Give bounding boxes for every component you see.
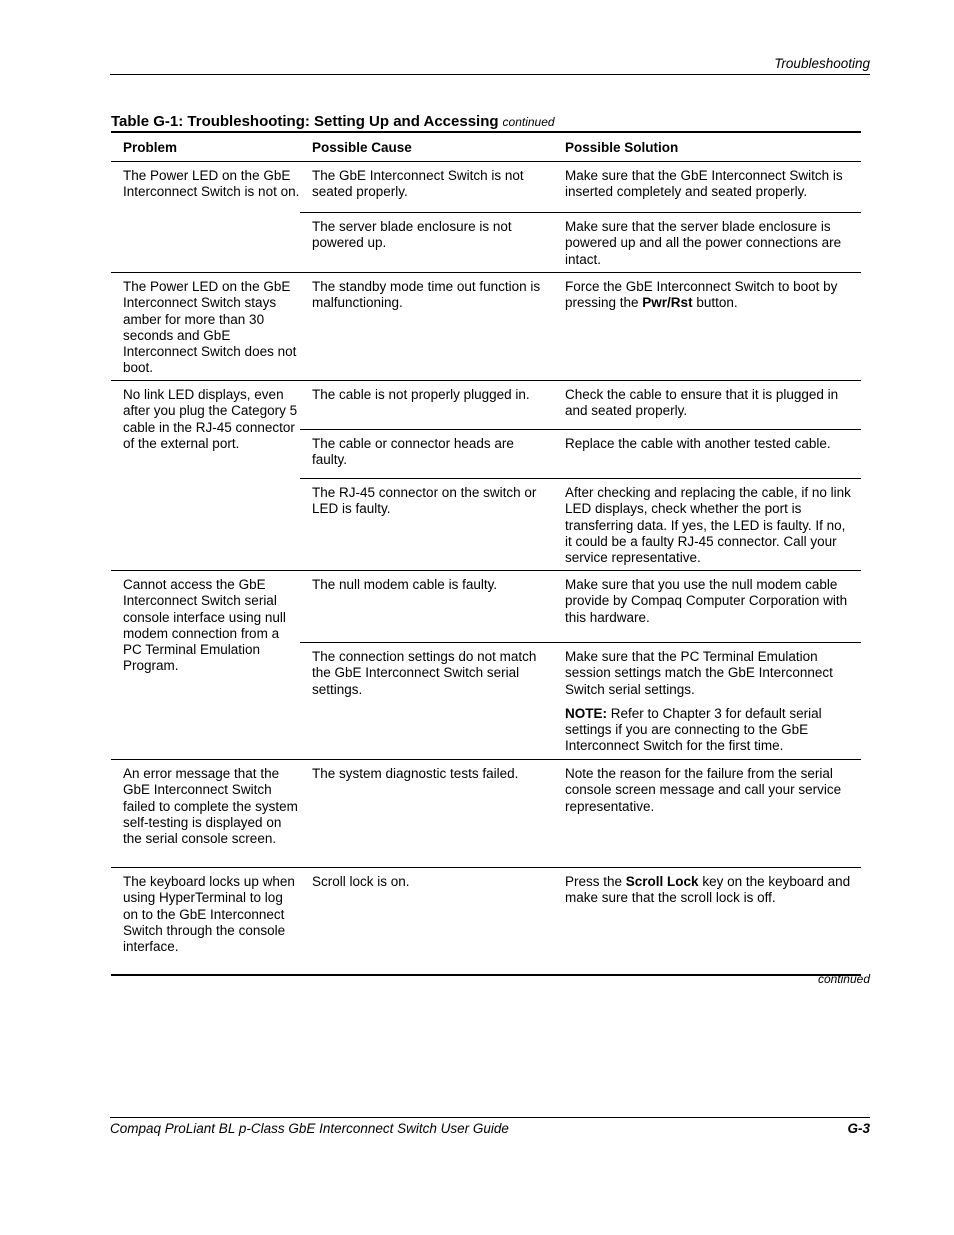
column-header-problem: Problem (123, 139, 178, 155)
solution-text: Press the (565, 874, 626, 889)
solution-cell: After checking and replacing the cable, if no link LED displays, check whether the port is transferring data. If yes, the LED is faulty. If no, it could be a faulty RJ-45 connector. Call your service representative. (565, 485, 851, 566)
problem-cell: An error message that the GbE Interconnect Switch failed to complete the system self-testing is displayed on the serial console screen. (123, 766, 298, 847)
column-header-solution: Possible Solution (565, 139, 679, 155)
page-number: G-3 (847, 1121, 870, 1136)
cause-cell: The system diagnostic tests failed. (312, 766, 519, 781)
solution-cell (553, 868, 861, 974)
solution-cell: Make sure that the server blade enclosure is powered up and all the power connections are intact. (565, 219, 842, 267)
solution-text: Make sure that the PC Terminal Emulation session settings match the GbE Interconnect Switch serial settings. (565, 649, 833, 697)
document-title: Compaq ProLiant BL p-Class GbE Interconnect Switch User Guide (110, 1121, 509, 1136)
problem-cell: The Power LED on the GbE Interconnect Switch is not on. (123, 168, 300, 200)
table-row (300, 273, 861, 380)
solution-bold: Pwr/Rst (642, 295, 693, 311)
running-footer (110, 1117, 870, 1136)
note-text: Refer to Chapter 3 for default serial settings if you are connecting to the GbE Interconnect Switch for the first time. (565, 705, 822, 754)
cause-cell: The GbE Interconnect Switch is not seated properly. (312, 168, 524, 200)
solution-note (565, 706, 855, 755)
cause-cell: The RJ-45 connector on the switch or LED is faulty. (312, 485, 537, 517)
table-title (111, 113, 555, 130)
solution-bold: Scroll Lock (625, 874, 699, 889)
section-title: Troubleshooting (774, 56, 870, 71)
solution-cell: Make sure that the GbE Interconnect Switch is inserted completely and seated properly. (565, 168, 843, 200)
table-row-group (111, 868, 861, 976)
running-header (110, 56, 870, 75)
table-row (300, 643, 861, 759)
cause-cell: The standby mode time out function is malfunctioning. (312, 279, 541, 311)
solution-text: key on the keyboard and make sure that the scroll lock is off. (565, 874, 851, 906)
table-row (300, 868, 861, 974)
table-row (300, 479, 861, 570)
solution-cell: Note the reason for the failure from the serial console screen message and call your service representative. (565, 766, 842, 814)
troubleshooting-table (111, 131, 869, 976)
table-row-group (111, 273, 861, 381)
table-title-text: Table G-1: Troubleshooting: Setting Up and Accessing (111, 113, 499, 130)
cause-cell: The server blade enclosure is not powered up. (312, 219, 512, 251)
solution-cell: Make sure that you use the null modem cable provide by Compaq Computer Corporation with this hardware. (565, 577, 848, 625)
cause-cell: The cable or connector heads are faulty. (312, 436, 514, 468)
problem-cell: No link LED displays, even after you plug the Category 5 cable in the RJ-45 connector of the external port. (123, 387, 298, 451)
solution-text: Force the GbE Interconnect Switch to boot by pressing the (565, 279, 838, 311)
solution-cell: Replace the cable with another tested cable. (565, 436, 831, 451)
cause-cell: The null modem cable is faulty. (312, 577, 498, 592)
column-header-cause: Possible Cause (312, 139, 412, 155)
cause-cell: The cable is not properly plugged in. (312, 387, 530, 402)
table-row (300, 760, 861, 867)
table-row (300, 571, 861, 643)
table-row-group (111, 571, 861, 760)
table-row (300, 162, 861, 213)
table-row-group (111, 381, 861, 571)
note-label: NOTE: (565, 705, 607, 721)
solution-cell (553, 643, 861, 759)
problem-cell: Cannot access the GbE Interconnect Switch serial console interface using null modem connection from a PC Terminal Emulation Program. (123, 577, 286, 674)
table-row (300, 213, 861, 272)
problem-cell: The keyboard locks up when using HyperTerminal to log on to the GbE Interconnect Switch through the console interface. (123, 874, 295, 955)
table-continued-note: continued (817, 972, 870, 986)
table-title-continued: continued (502, 115, 555, 129)
problem-cell: The Power LED on the GbE Interconnect Switch stays amber for more than 30 seconds and GbE Interconnect Switch does not boot. (123, 279, 297, 376)
solution-text: button. (692, 295, 738, 311)
table-row-group (111, 760, 861, 868)
solution-cell (553, 273, 861, 380)
table-row (300, 430, 861, 479)
cause-cell: Scroll lock is on. (312, 874, 410, 889)
cause-cell: The connection settings do not match the GbE Interconnect Switch serial settings. (312, 649, 537, 697)
table-header-row (111, 131, 861, 162)
table-row (300, 381, 861, 430)
table-row-group (111, 162, 861, 273)
solution-cell: Check the cable to ensure that it is plugged in and seated properly. (565, 387, 839, 419)
